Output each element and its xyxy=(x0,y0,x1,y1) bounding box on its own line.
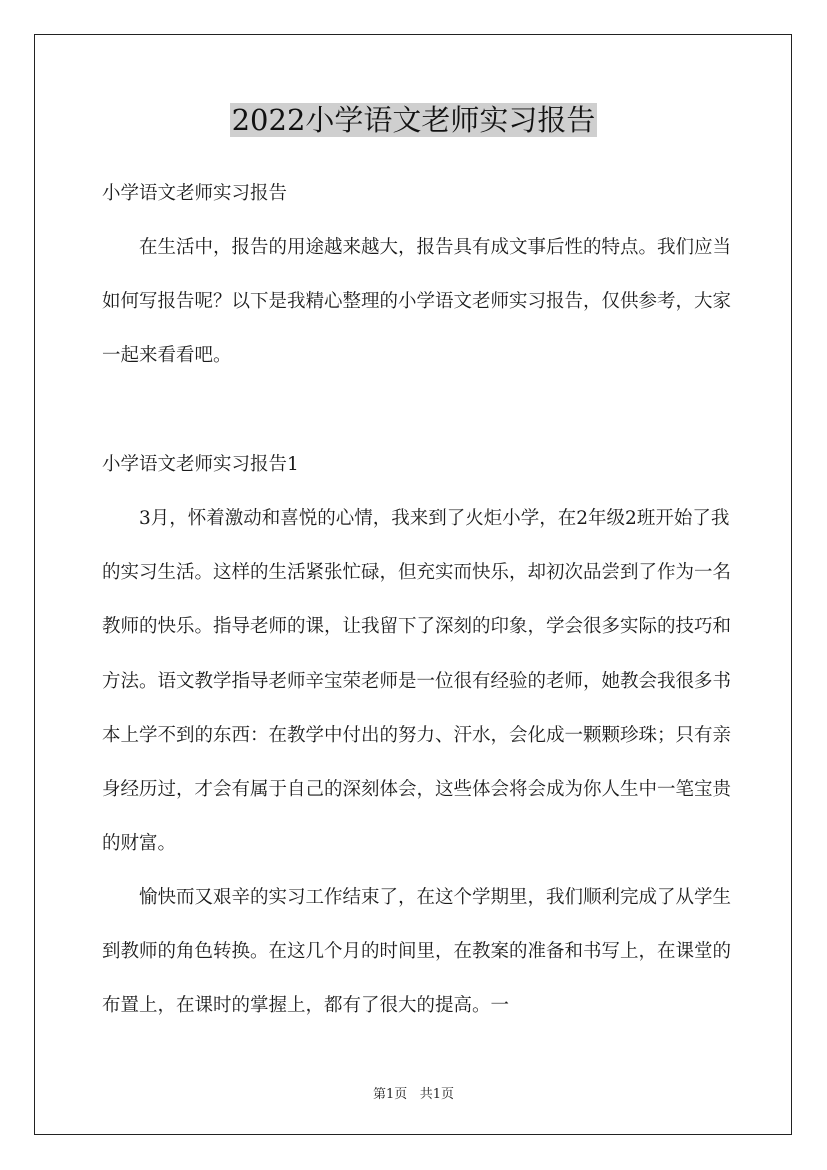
page-total: 共1页 xyxy=(419,1087,454,1102)
body-paragraph-1: 3月，怀着激动和喜悦的心情，我来到了火炬小学，在2年级2班开始了我的实习生活。这样的生活紧张忙碌，但充实而快乐，却初次品尝到了作为一名教师的快乐。指导老师的课，让我留下了深刻的印象，学会很多实际的技巧和方法。语文教学指导老师辛宝荣老师是一位很有经验的老师，她教会我很多书本上学不到的东西：在教学中付出的努力、汗水，会化成一颗颗珍珠；只有亲身经历过，才会有属于自己的深刻体会，这些体会将会成为你人生中一笔宝贵的财富。 xyxy=(102,508,732,855)
intro-paragraph: 在生活中，报告的用途越来越大，报告具有成文事后性的特点。我们应当如何写报告呢？以下是我精心整理的小学语文老师实习报告，仅供参考，大家一起来看看吧。 xyxy=(102,237,732,367)
document-title xyxy=(0,98,827,142)
body-paragraph-2: 愉快而又艰辛的实习工作结束了，在这个学期里，我们顺利完成了从学生到教师的角色转换。在这几个月的时间里，在教案的准备和书写上，在课堂的布置上，在课时的掌握上，都有了很大的提高。一 xyxy=(102,887,732,1017)
document-subtitle: 小学语文老师实习报告 xyxy=(102,183,288,204)
document-title-text: 2022小学语文老师实习报告 xyxy=(231,103,596,137)
page-footer xyxy=(0,1083,827,1102)
section-heading: 小学语文老师实习报告1 xyxy=(102,454,299,475)
page-number: 第1页 xyxy=(373,1087,408,1102)
